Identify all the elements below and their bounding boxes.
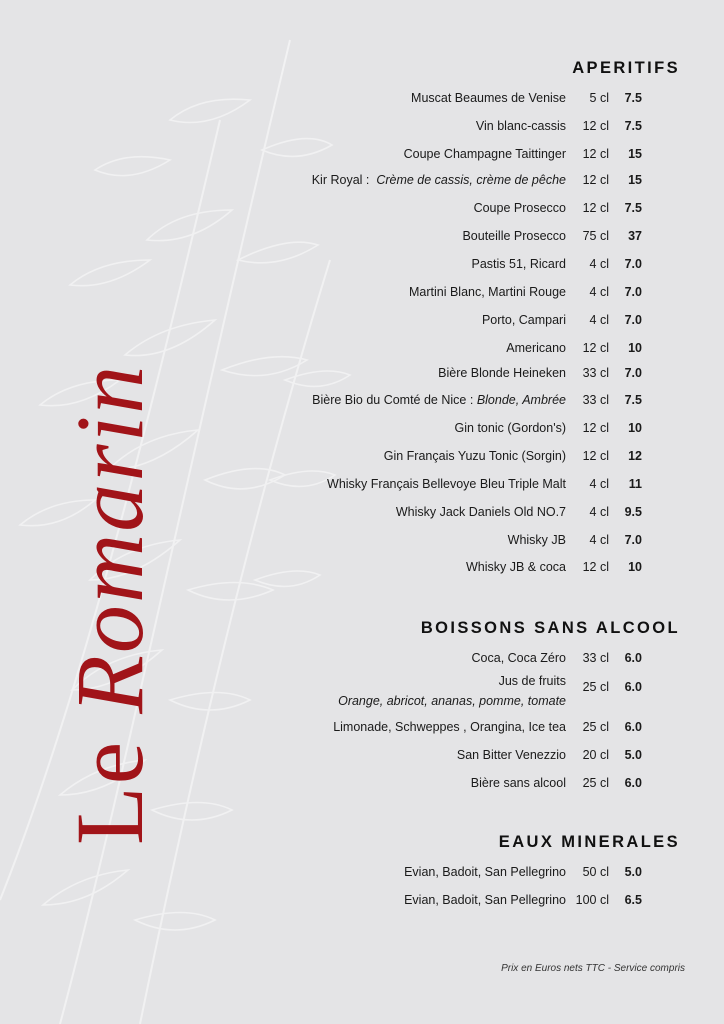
menu-item: Porto, Campari 4 cl 7.0 bbox=[481, 313, 642, 327]
section-title-aperitifs: APERITIFS bbox=[572, 59, 680, 77]
menu-item: Limonade, Schweppes , Orangina, Ice tea 25 cl 6.0 bbox=[333, 720, 642, 734]
menu-item: Vin blanc-cassis 12 cl 7.5 bbox=[475, 119, 642, 133]
section-title-mineral-water: EAUX MINERALES bbox=[498, 833, 680, 851]
menu-item: Pastis 51, Ricard 4 cl 7.0 bbox=[471, 257, 642, 271]
menu-item: Coupe Champagne Taittinger 12 cl 15 bbox=[403, 147, 642, 161]
restaurant-name bbox=[56, 363, 163, 845]
section-title-soft-drinks: BOISSONS SANS ALCOOL bbox=[420, 619, 680, 637]
price-footnote: Prix en Euros nets TTC - Service compris bbox=[501, 963, 685, 974]
menu-item: Americano 12 cl 10 bbox=[506, 341, 642, 355]
menu-item: Whisky JB & coca 12 cl 10 bbox=[465, 560, 642, 574]
menu-item: Gin Français Yuzu Tonic (Sorgin) 12 cl 12 bbox=[383, 449, 642, 463]
menu-item: Bière Bio du Comté de Nice : Blonde, Ambrée 33 cl 7.5 bbox=[312, 393, 642, 407]
menu-item: Bière sans alcool 25 cl 6.0 bbox=[470, 776, 642, 790]
menu-item: San Bitter Venezzio 20 cl 5.0 bbox=[456, 748, 642, 762]
menu-item: Bière Blonde Heineken 33 cl 7.0 bbox=[438, 366, 642, 380]
menu-item: Gin tonic (Gordon's) 12 cl 10 bbox=[454, 421, 642, 435]
menu-item: Bouteille Prosecco 75 cl 37 bbox=[462, 229, 642, 243]
menu-item: Jus de fruits Orange, abricot, ananas, pomme, tomate 25 cl 6.0 bbox=[338, 674, 642, 708]
menu-item: Muscat Beaumes de Venise 5 cl 7.5 bbox=[411, 91, 642, 105]
menu-item: Coupe Prosecco 12 cl 7.5 bbox=[473, 201, 642, 215]
menu-item: Evian, Badoit, San Pellegrino 50 cl 5.0 bbox=[404, 865, 642, 879]
menu-item: Evian, Badoit, San Pellegrino 100 cl 6.5 bbox=[404, 893, 642, 907]
menu-item: Coca, Coca Zéro 33 cl 6.0 bbox=[471, 651, 642, 665]
menu-item: Kir Royal : Crème de cassis, crème de pêche 12 cl 15 bbox=[311, 173, 642, 187]
brand-name: Romarin bbox=[56, 363, 163, 714]
brand-prefix: Le bbox=[56, 713, 163, 845]
menu-item: Whisky JB 4 cl 7.0 bbox=[507, 533, 642, 547]
menu-item: Whisky Jack Daniels Old NO.7 4 cl 9.5 bbox=[395, 505, 642, 519]
menu-item: Whisky Français Bellevoye Bleu Triple Malt 4 cl 11 bbox=[327, 477, 642, 491]
menu-item: Martini Blanc, Martini Rouge 4 cl 7.0 bbox=[408, 285, 642, 299]
